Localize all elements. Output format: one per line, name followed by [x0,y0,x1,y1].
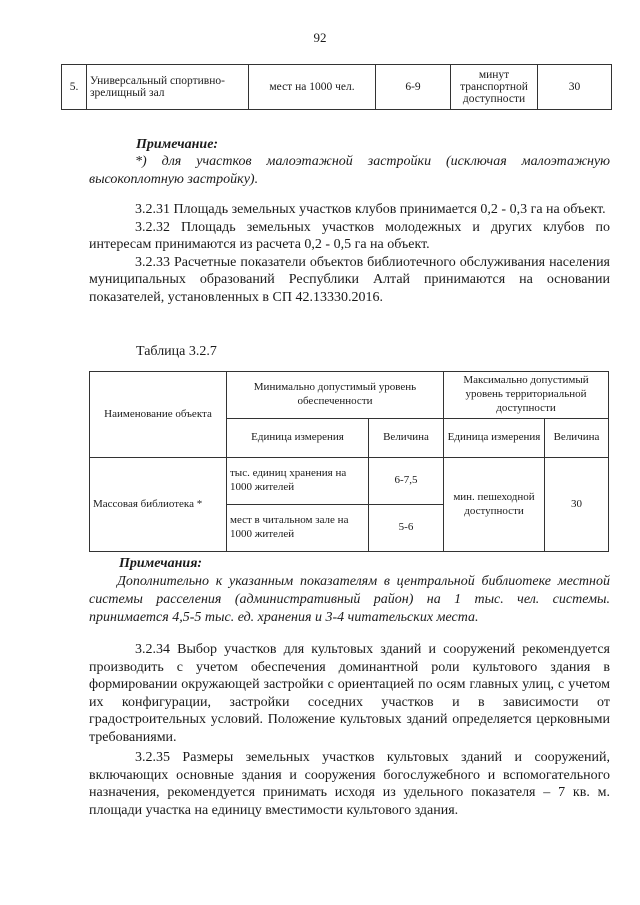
header-name: Наименование объекта [90,372,227,458]
access-value-cell: 30 [538,65,612,110]
header-max: Максимально допустимый уровень территориальной доступности [444,372,609,419]
sub-unit: Единица измерения [227,419,369,458]
header-row [90,372,609,419]
paragraph: 3.2.35 Размеры земельных участков культовых зданий и сооружений, включающих основные здания и сооружения богослужебного и вспомогательного назначения, рекомендуется принимать исходя из удельного показателя – 7 кв. м. площади участка на единицу вместимости культового здания. [89,750,610,818]
object-name: Массовая библиотека * [90,458,227,552]
object-name: Универсальный спортивно-зрелищный зал [87,65,249,110]
row-number: 5. [62,65,87,110]
paragraph: 3.2.34 Выбор участков для культовых зданий и сооружений рекомендуется производить с учетом обеспечения доминантной роли культового здания в формировании окружающей застройки с ориентацией по осям главных улиц, с учетом их конфигурации, застройки соседних участков и в зависимости от градостроительных условий. Положение культовых зданий определяется церковными требованиями. [89,642,610,745]
table-row [90,458,609,505]
page-number: 92 [313,30,327,45]
table-row [62,65,612,110]
paragraphs-block-1 [89,201,610,306]
access-value-cell: 30 [545,458,609,552]
library-table [89,371,609,552]
paragraph: 3.2.33 Расчетные показатели объектов библиотечного обслуживания населения муниципальных образований Республики Алтай принимаются на основании показателей, установленных в СП 42.13330.2016. [89,254,610,305]
note-text: *) для участков малоэтажной застройки (исключая малоэтажную высокоплотную застройку). [89,154,610,187]
continuation-table [61,64,612,110]
paragraph: 3.2.32 Площадь земельных участков молодежных и других клубов по интересам принимаются из расчета 0,2 - 0,5 га на объект. [89,219,610,252]
note-title: Примечание: [136,137,219,152]
value-cell: 6-9 [376,65,451,110]
sub-value: Величина [369,419,444,458]
unit-cell: тыс. единиц хранения на 1000 жителей [227,458,369,505]
access-unit-cell: минут транспортной доступности [451,65,538,110]
notes-title: Примечания: [119,556,203,571]
paragraph: 3.2.31 Площадь земельных участков клубов принимается 0,2 - 0,3 га на объект. [135,202,606,217]
notes-text: Дополнительно к указанным показателям в центральной библиотеке местной системы расселения (административный район) на 1 тыс. чел. системы. принимается 4,5-5 тыс. ед. хранения и 3-4 читательских места. [89,574,610,625]
header-min: Минимально допустимый уровень обеспеченности [227,372,444,419]
sub-unit2: Единица измерения [444,419,545,458]
unit-cell: мест в читальном зале на 1000 жителей [227,505,369,552]
value-cell: 6-7,5 [369,458,444,505]
access-unit-cell: мин. пешеходной доступности [444,458,545,552]
value-cell: 5-6 [369,505,444,552]
paragraphs-block-2 [89,641,610,819]
unit-cell: мест на 1000 чел. [249,65,376,110]
table-caption: Таблица 3.2.7 [136,344,217,359]
sub-value2: Величина [545,419,609,458]
